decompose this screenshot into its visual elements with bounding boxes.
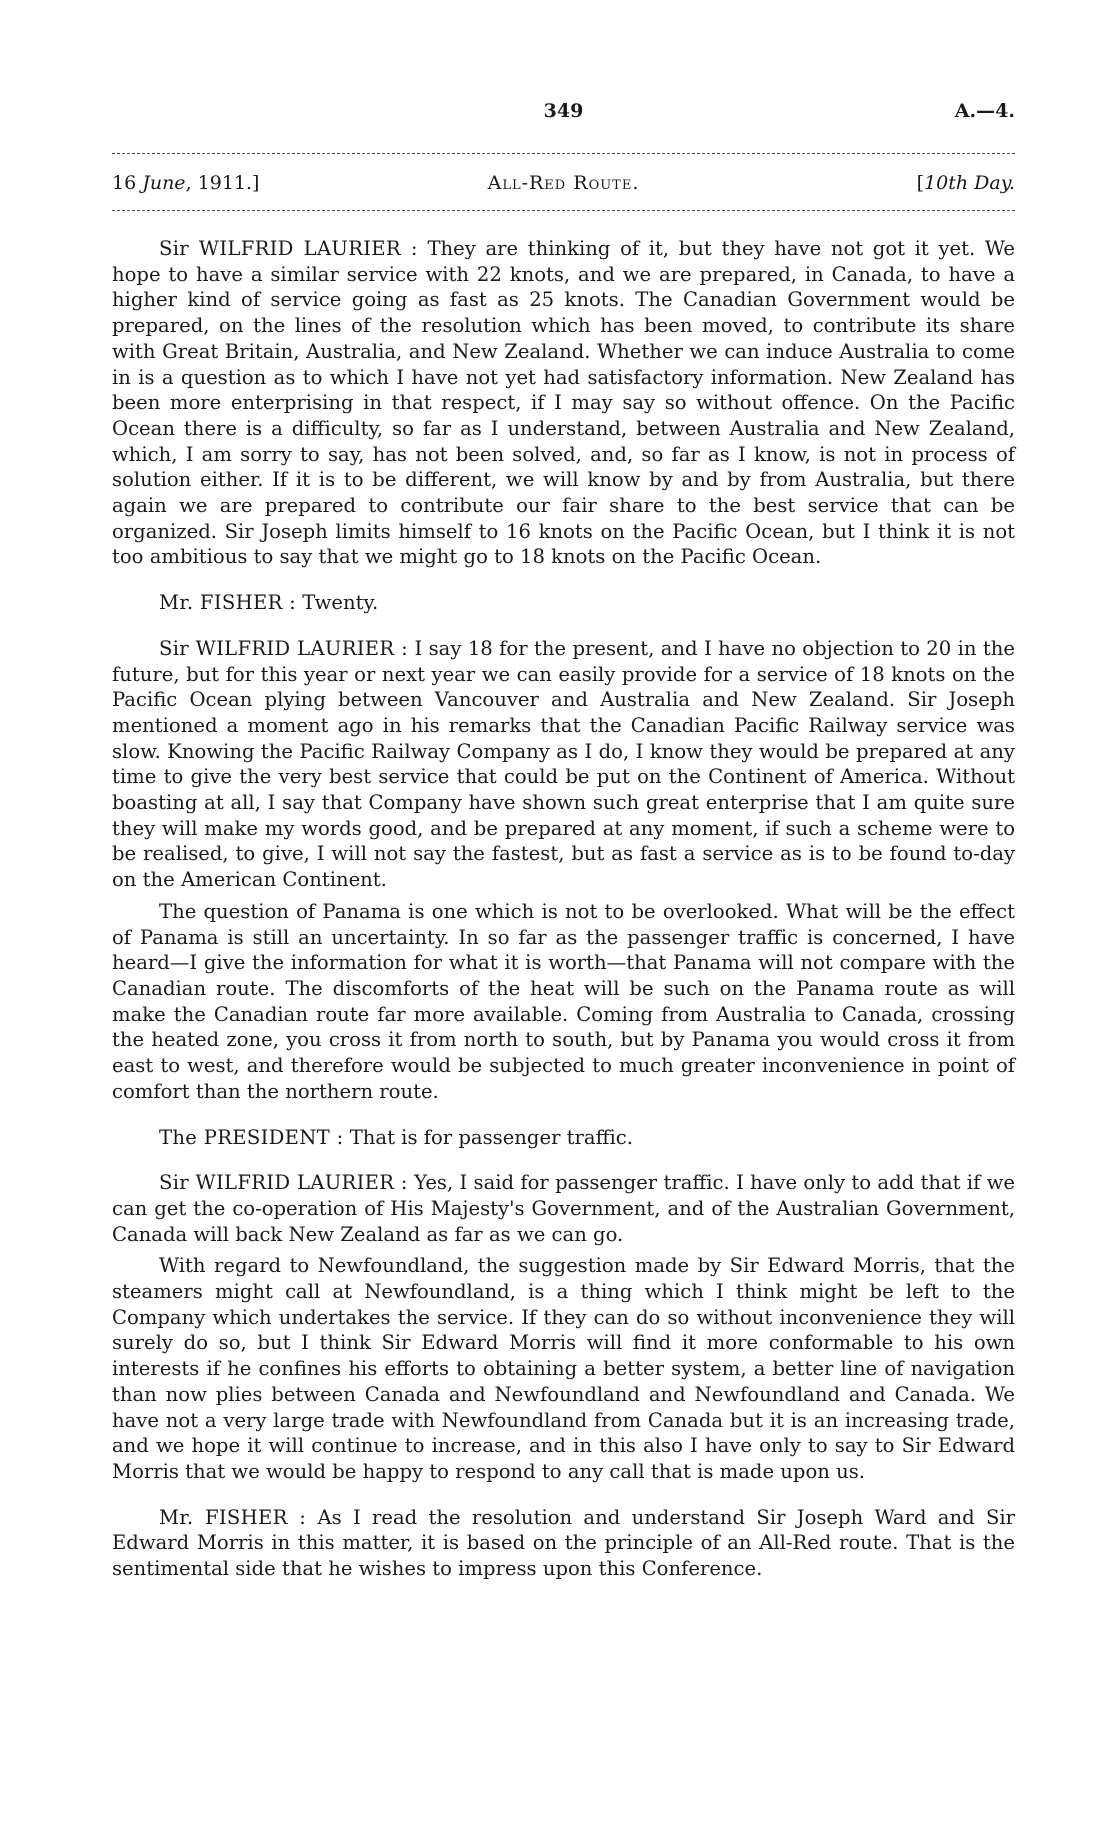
running-head-title: All-Red Route. [487,172,640,194]
running-head-day: [10th Day. [916,172,1015,194]
paragraph: Sir WILFRID LAURIER : Yes, I said for passenger traffic. I have only to add that if we can get the co-operation of His Majesty's Government, and of the Australian Government, Canada will back New Zealand as far as we can go. [112,1171,1015,1246]
speaker-name: Sir WILFRID LAURIER : [159,636,409,660]
paragraph: The PRESIDENT : That is for passenger traffic. [159,1125,633,1149]
header-rule-top [112,153,1015,154]
paragraph: Sir WILFRID LAURIER : They are thinking of it, but they have not got it yet. We hope to have a similar service with 22 knots, and we are prepared, in Canada, to have a higher kind of service going as fast as 25 knots. The Canadian Government would be prepared, on the lines of the resolution which has been moved, to contribute its share with Great Britain, Australia, and New Zealand. Whether we can induce Australia to come in is a question as to which I have not yet had satisfactory information. New Zealand has been more enterprising in that respect, if I may say so without offence. On the Pacific Ocean there is a difficulty, so far as I understand, between Australia and New Zealand, which, I am sorry to say, has not been solved, and, so far as I know, is not in process of solution either. If it is to be different, we will know by and by from Australia, but there again we are prepared to contribute our fair share to the best service that can be organized. Sir Joseph limits himself to 16 knots on the Pacific Ocean, but I think it is not too ambitious to say that we might go to 18 knots on the Pacific Ocean. [112,237,1015,569]
paragraph: The question of Panama is one which is not to be overlooked. What will be the effect of Panama is still an uncertainty. In so far as the passenger traffic is concerned, I have heard—I give the information for what it is worth—that Panama will not compare with the Canadian route. The discomforts of the heat will be such on the Panama route as will make the Canadian route far more available. Coming from Australia to Canada, crossing the heated zone, you cross it from north to south, but by Panama you would cross it from east to west, and therefore would be subjected to much greater inconvenience in point of comfort than the northern route. [112,899,1015,1103]
speaker-name: Mr. FISHER : [159,1505,307,1529]
speaker-name: Sir WILFRID LAURIER : [159,237,418,260]
header-rule-bottom [112,210,1015,211]
paragraph: With regard to Newfoundland, the suggestion made by Sir Edward Morris, that the steamers might call at Newfoundland, is a thing which I think might be left to the Company which undertakes the service. If they can do so without inconvenience they will surely do so, but I think Sir Edward Morris will find it more conformable to his own interests if he confines his efforts to obtaining a better system, a better line of navigation than now plies between Canada and Newfoundland and Newfoundland and Canada. We have not a very large trade with Newfoundland from Canada but it is an increasing trade, and we hope it will continue to increase, and in this also I have only to say to Sir Edward Morris that we would be happy to respond to any call that is made upon us. [112,1254,1015,1483]
running-head [112,172,1015,202]
body-text [112,236,1015,1582]
running-head-date: 16 June, 1911.] [112,172,260,194]
page-header [112,100,1015,134]
paragraph: Mr. FISHER : Twenty. [159,591,379,615]
speaker-name: Mr. FISHER : [159,591,297,615]
speaker-name: The PRESIDENT : [159,1125,344,1149]
paragraph: Sir WILFRID LAURIER : I say 18 for the present, and I have no objection to 20 in the future, but for this year or next year we can easily provide for a service of 18 knots on the Pacific Ocean plying between Vancouver and Australia and New Zealand. Sir Joseph mentioned a moment ago in his remarks that the Canadian Pacific Railway service was slow. Knowing the Pacific Railway Company as I do, I know they would be prepared at any time to give the very best service that could be put on the Continent of America. Without boasting at all, I say that Company have shown such great enterprise that I am quite sure they will make my words good, and be prepared at any moment, if such a scheme were to be realised, to give, I will not say the fastest, but as fast a service as is to be found to-day on the American Continent. [112,636,1015,892]
series-code: A.—4. [954,100,1015,122]
page-number: 349 [543,100,584,122]
speaker-name: Sir WILFRID LAURIER : [159,1171,408,1195]
paragraph: Mr. FISHER : As I read the resolution and understand Sir Joseph Ward and Sir Edward Morris in this matter, it is based on the principle of an All-Red route. That is the sentimental side that he wishes to impress upon this Conference. [112,1505,1015,1581]
